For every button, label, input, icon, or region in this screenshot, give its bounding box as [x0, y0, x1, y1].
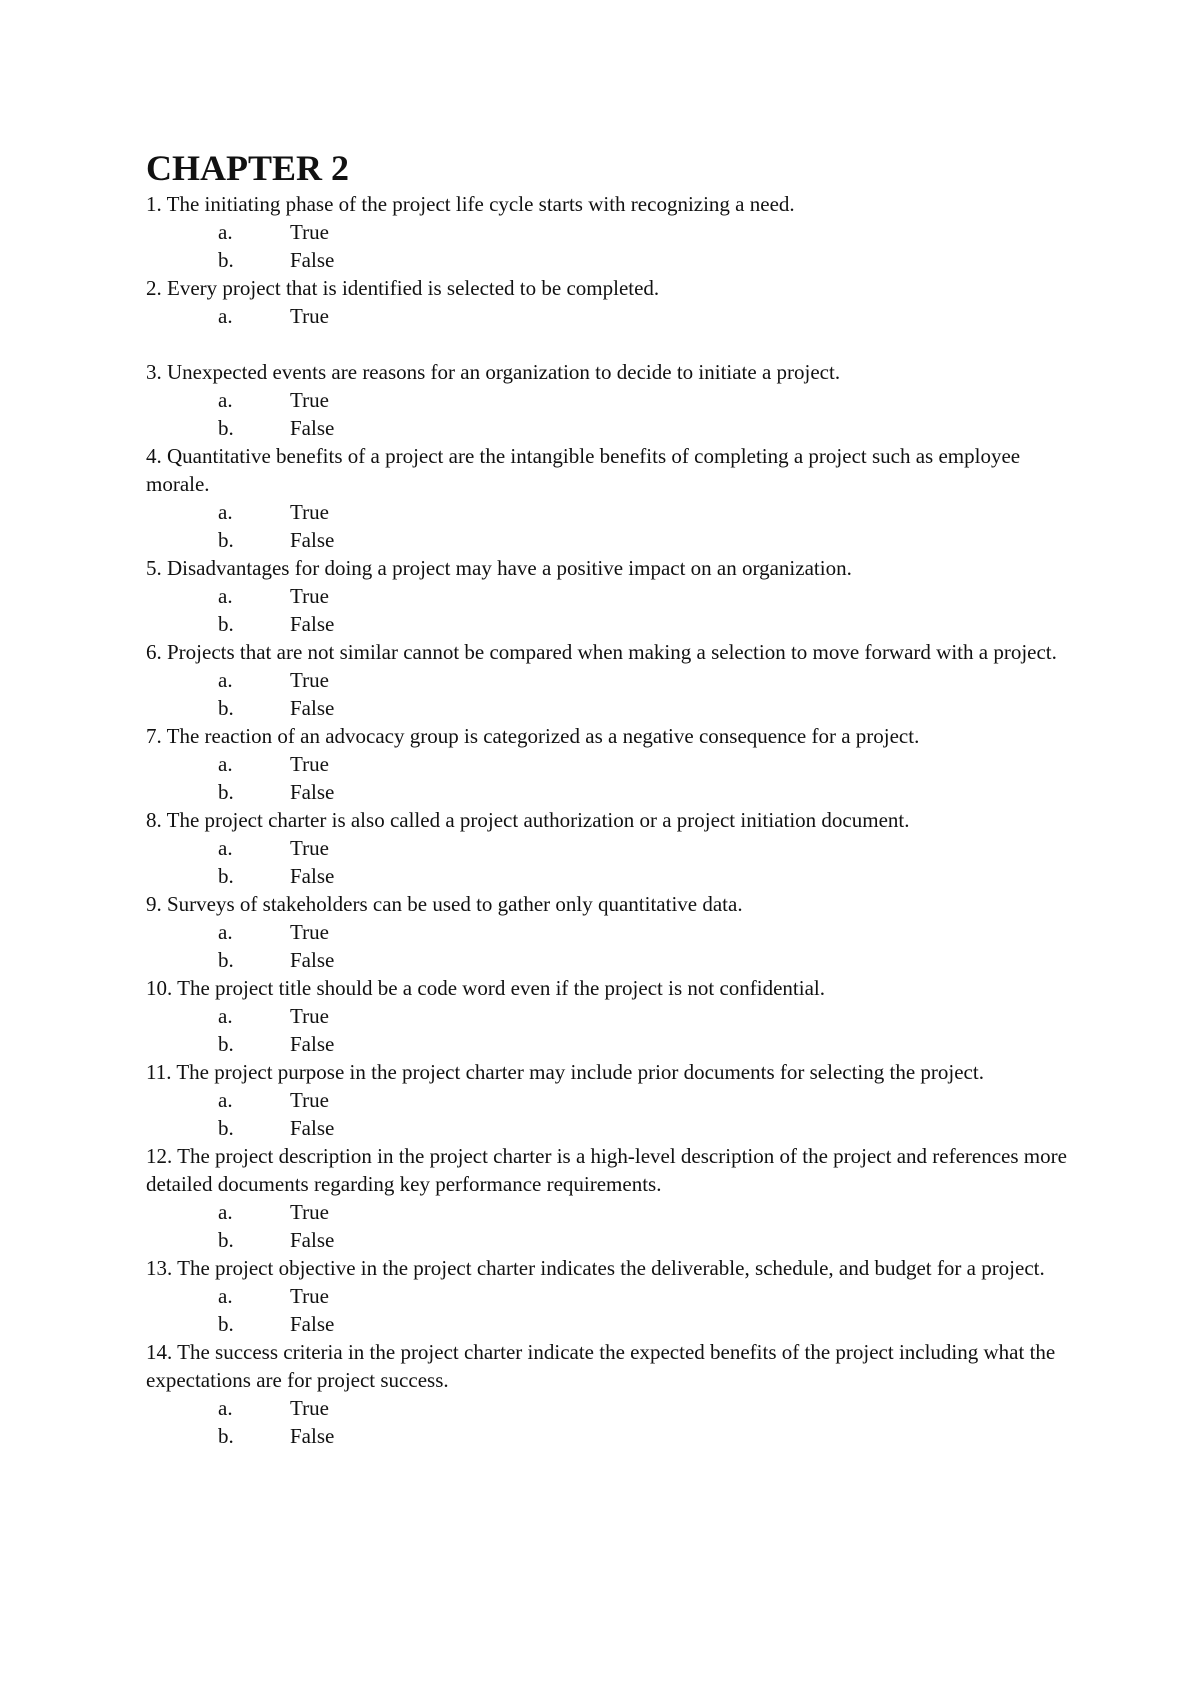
option-text: False [290, 696, 335, 720]
question-text: 12. The project description in the project charter is a high-level description of the project and references more detailed documents regarding key performance requirements. [146, 1144, 1067, 1196]
option-row [146, 694, 1076, 722]
question-block [146, 722, 1076, 806]
option-row [146, 750, 1076, 778]
option-text: False [290, 248, 335, 272]
option-text: True [290, 920, 329, 944]
option-letter: b. [218, 1032, 234, 1056]
option-letter: a. [218, 220, 233, 244]
option-text: True [290, 1200, 329, 1224]
question-block [146, 274, 1076, 358]
option-row [146, 666, 1076, 694]
option-letter: b. [218, 416, 234, 440]
option-row [146, 862, 1076, 890]
option-letter: b. [218, 948, 234, 972]
question-block [146, 554, 1076, 638]
question-text: 6. Projects that are not similar cannot be compared when making a selection to move forward with a project. [146, 640, 1057, 664]
question-text: 1. The initiating phase of the project life cycle starts with recognizing a need. [146, 192, 795, 216]
option-row [146, 918, 1076, 946]
option-row [146, 1226, 1076, 1254]
option-row [146, 610, 1076, 638]
option-text: True [290, 836, 329, 860]
question-text: 8. The project charter is also called a project authorization or a project initiation document. [146, 808, 910, 832]
option-row [146, 386, 1076, 414]
option-text: True [290, 1088, 329, 1112]
option-row [146, 1030, 1076, 1058]
option-row [146, 1198, 1076, 1226]
option-text: True [290, 1284, 329, 1308]
option-letter: a. [218, 304, 233, 328]
question-text: 2. Every project that is identified is selected to be completed. [146, 276, 660, 300]
question-block [146, 974, 1076, 1058]
option-row [146, 1422, 1076, 1450]
option-letter: a. [218, 668, 233, 692]
option-text: True [290, 584, 329, 608]
option-text: False [290, 1032, 335, 1056]
option-text: False [290, 416, 335, 440]
option-row [146, 1282, 1076, 1310]
question-text: 4. Quantitative benefits of a project are the intangible benefits of completing a project such as employee morale. [146, 444, 1021, 496]
option-row [146, 218, 1076, 246]
option-letter: a. [218, 1396, 233, 1420]
question-text: 9. Surveys of stakeholders can be used to gather only quantitative data. [146, 892, 743, 916]
question-block [146, 1254, 1076, 1338]
option-letter: b. [218, 1228, 234, 1252]
blank-line [146, 330, 1076, 358]
option-row [146, 526, 1076, 554]
option-text: False [290, 1312, 335, 1336]
option-letter: b. [218, 528, 234, 552]
option-row [146, 498, 1076, 526]
option-letter: a. [218, 752, 233, 776]
option-letter: b. [218, 780, 234, 804]
question-text: 14. The success criteria in the project charter indicate the expected benefits of the project including what the expectations are for project success. [146, 1340, 1056, 1392]
option-text: True [290, 500, 329, 524]
option-text: True [290, 1004, 329, 1028]
question-block [146, 1338, 1076, 1450]
option-row [146, 1086, 1076, 1114]
question-text: 3. Unexpected events are reasons for an organization to decide to initiate a project. [146, 360, 841, 384]
option-row [146, 414, 1076, 442]
question-text: 13. The project objective in the project charter indicates the deliverable, schedule, and budget for a project. [146, 1256, 1045, 1280]
option-letter: a. [218, 1200, 233, 1224]
question-text: 11. The project purpose in the project charter may include prior documents for selecting the project. [146, 1060, 984, 1084]
option-letter: a. [218, 920, 233, 944]
question-text: 7. The reaction of an advocacy group is categorized as a negative consequence for a project. [146, 724, 920, 748]
option-letter: a. [218, 500, 233, 524]
option-letter: b. [218, 1424, 234, 1448]
option-row [146, 946, 1076, 974]
option-text: False [290, 1424, 335, 1448]
option-row [146, 778, 1076, 806]
option-letter: b. [218, 612, 234, 636]
option-text: False [290, 948, 335, 972]
option-row [146, 1310, 1076, 1338]
option-text: False [290, 1116, 335, 1140]
option-text: True [290, 752, 329, 776]
option-row [146, 582, 1076, 610]
option-letter: a. [218, 1088, 233, 1112]
option-text: False [290, 780, 335, 804]
question-block [146, 358, 1076, 442]
question-block [146, 806, 1076, 890]
option-text: False [290, 864, 335, 888]
option-letter: a. [218, 836, 233, 860]
option-letter: b. [218, 248, 234, 272]
option-letter: b. [218, 1312, 234, 1336]
option-row [146, 246, 1076, 274]
option-letter: b. [218, 1116, 234, 1140]
option-letter: b. [218, 696, 234, 720]
option-row [146, 834, 1076, 862]
document-page [146, 146, 1076, 1450]
question-block [146, 190, 1076, 274]
option-letter: a. [218, 1284, 233, 1308]
option-letter: b. [218, 864, 234, 888]
question-block [146, 638, 1076, 722]
option-row [146, 302, 1076, 330]
question-text: 10. The project title should be a code word even if the project is not confidential. [146, 976, 825, 1000]
option-text: False [290, 612, 335, 636]
option-text: True [290, 304, 329, 328]
option-text: False [290, 1228, 335, 1252]
question-text: 5. Disadvantages for doing a project may have a positive impact on an organization. [146, 556, 852, 580]
option-letter: a. [218, 1004, 233, 1028]
option-letter: a. [218, 388, 233, 412]
chapter-title: CHAPTER 2 [146, 148, 350, 188]
option-text: True [290, 1396, 329, 1420]
question-block [146, 1142, 1076, 1254]
option-row [146, 1002, 1076, 1030]
question-block [146, 1058, 1076, 1142]
option-letter: a. [218, 584, 233, 608]
option-row [146, 1394, 1076, 1422]
option-text: True [290, 388, 329, 412]
question-block [146, 890, 1076, 974]
option-text: True [290, 668, 329, 692]
option-text: False [290, 528, 335, 552]
option-text: True [290, 220, 329, 244]
option-row [146, 1114, 1076, 1142]
question-block [146, 442, 1076, 554]
